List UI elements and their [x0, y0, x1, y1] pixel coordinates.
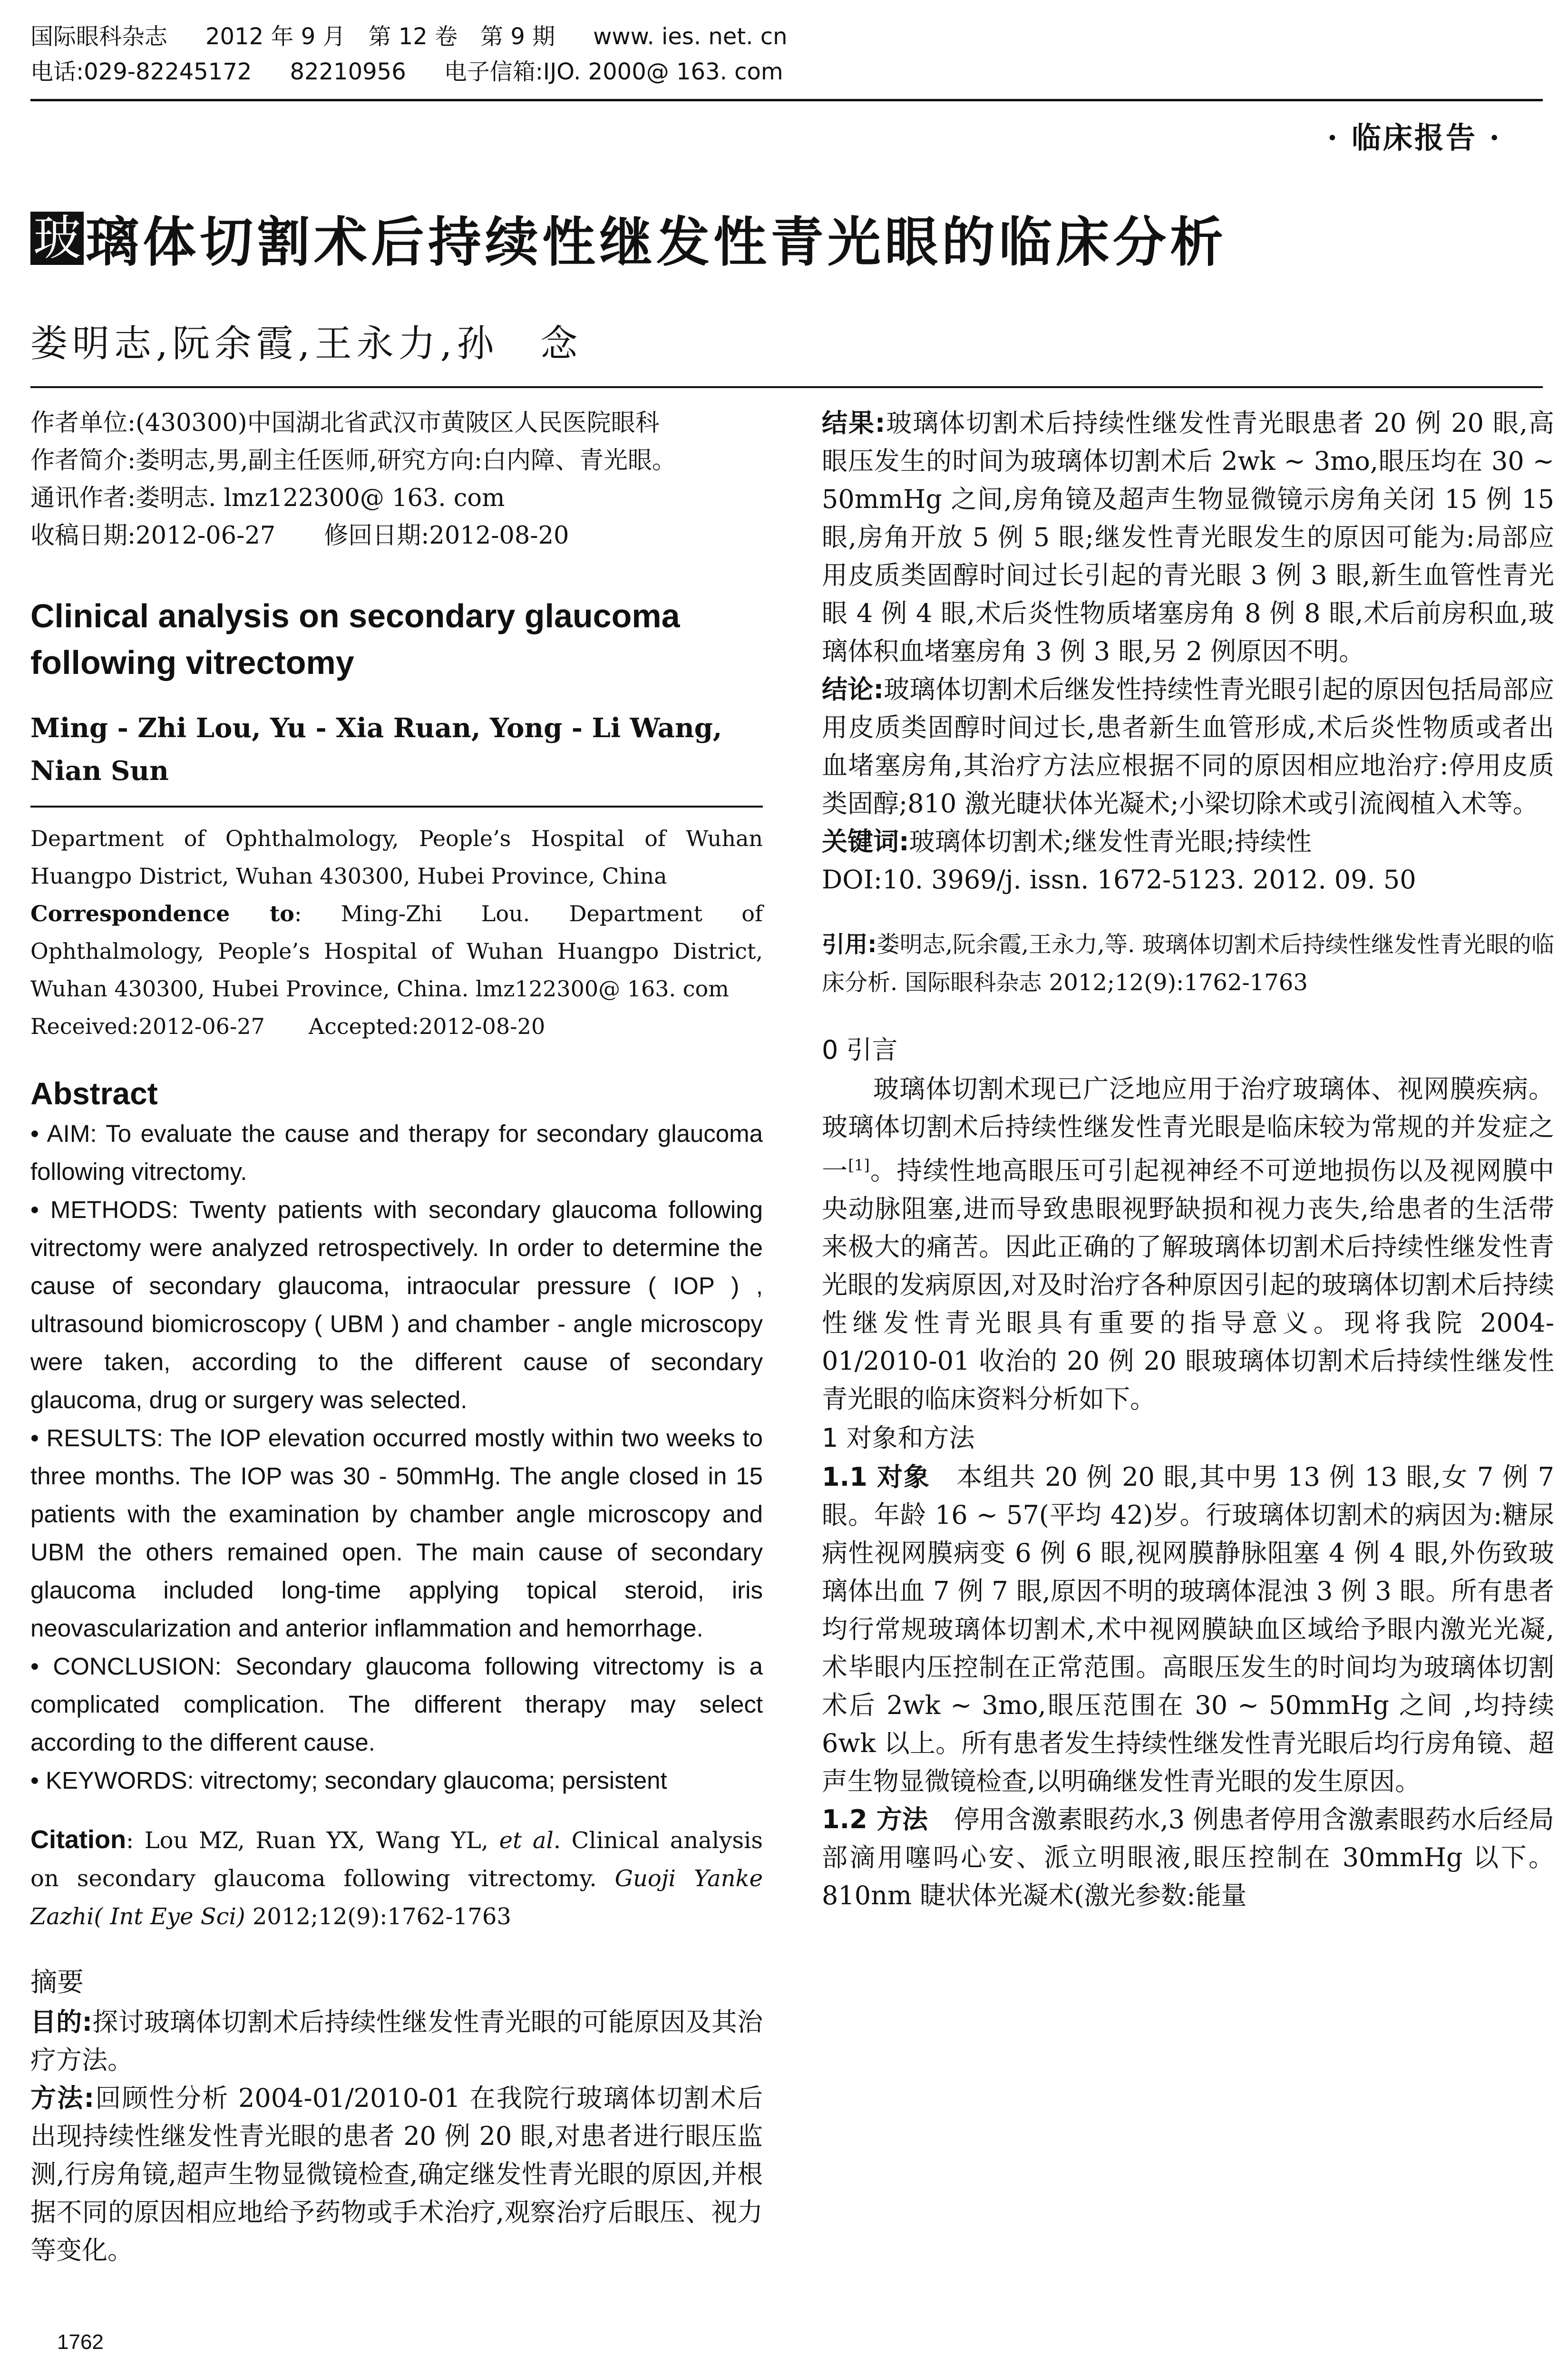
zh-conclusion-text: 玻璃体切割术后继发性持续性青光眼引起的原因包括局部应用皮质类固醇时间过长,患者新生血管形成,术后炎性物质或者出血堵塞房角,其治疗方法应根据不同的原因相应地治疗:停用皮质类固醇;810 激光睫状体光凝术;小梁切除术或引流阀植入术等。 — [822, 674, 1554, 818]
subjects-text: 本组共 20 例 20 眼,其中男 13 例 13 眼,女 7 例 7 眼。年龄 16 ~ 57(平均 42)岁。行玻璃体切割术的病因为:糖尿病性视网膜病变 6 例 6 眼,视网膜静脉阻塞 4 例 4 眼,外伤致玻璃体出血 7 例 7 眼,原因不明的玻璃体混浊 3 例 3 眼。所有患者均行常规玻璃体切割术,术中视网膜缺血区域给予眼内激光光凝,术毕眼内压控制在正常范围。高眼压发生的时间均为玻璃体切割术后 2wk ~ 3mo,眼压范围在 30 ~ 50mmHg 之间 ,均持续 6wk 以上。所有患者发生持续性继发性青光眼后均行房角镜、超声生物显微镜检查,以明确继发性青光眼的发生原因。 — [822, 1462, 1554, 1796]
journal-phone-2: 82210956 — [290, 58, 406, 85]
correspondence-label: Correspondence to — [30, 901, 294, 926]
english-authors: Ming - Zhi Lou, Yu - Xia Ruan, Yong - Li Wang, Nian Sun — [30, 712, 722, 787]
citation-text-2: . Clinical analysis on secondary glaucoma following vitrectomy. — [30, 1827, 763, 1892]
subjects-paragraph — [822, 1458, 1554, 1801]
intro-paragraph — [822, 1070, 1554, 1418]
zh-aim-label: 目的: — [30, 2007, 93, 2037]
abstract-methods: • METHODS: Twenty patients with secondary glaucoma following vitrectomy were analyzed retrospectively. In order to determine the cause of secondary glaucoma, intraocular pressure ( IOP ) , ultrasound biomicroscopy ( UBM ) and chamber - angle microscopy were taken, according to the different cause of secondary glaucoma, drug or surgery was selected. — [30, 1196, 763, 1413]
zh-abstract-heading: 摘要 — [30, 1967, 84, 1998]
subjects-label: 1.1 对象 — [822, 1462, 930, 1492]
abstract-aim: • AIM: To evaluate the cause and therapy for secondary glaucoma following vitrectomy. — [30, 1120, 763, 1185]
zh-methods-text: 回顾性分析 2004-01/2010-01 在我院行玻璃体切割术后出现持续性继发性青光眼的患者 20 例 20 眼,对患者进行眼压监测,行房角镜,超声生物显微镜检查,确定继发性青光眼的原因,并根据不同的原因相应地给予药物或手术治疗,观察治疗后眼压、视力等变化。 — [30, 2083, 763, 2265]
doi: DOI:10. 3969/j. issn. 1672-5123. 2012. 09. 50 — [822, 865, 1416, 895]
zh-results-text: 玻璃体切割术后持续性继发性青光眼患者 20 例 20 眼,高眼压发生的时间为玻璃体切割术后 2wk ~ 3mo,眼压均在 30 ~ 50mmHg 之间,房角镜及超声生物显微镜示房角关闭 15 例 15 眼,房角开放 5 例 5 眼;继发性青光眼发生的原因可能为:局部应用皮质类固醇时间过长引起的青光眼 3 例 3 眼,新生血管性青光眼 4 例 4 眼,术后炎性物质堵塞房角 8 例 8 眼,术后前房积血,玻璃体积血堵塞房角 3 例 3 眼,另 2 例原因不明。 — [822, 408, 1554, 666]
author-meta — [30, 404, 763, 555]
journal-email: 电子信箱:IJO. 2000@ 163. com — [444, 58, 783, 85]
article-title — [30, 200, 1227, 276]
title-initial: 玻 — [30, 212, 84, 265]
author-bio: 作者简介:娄明志,男,副主任医师,研究方向:白内障、青光眼。 — [30, 447, 677, 475]
abstract-results: • RESULTS: The IOP elevation occurred mostly within two weeks to three months. The IOP was 30 - 50mmHg. The angle closed in 15 patients with the examination by chamber angle microscopy and UBM the others remained open. The main cause of secondary glaucoma included long-time applying topical steroid, iris neovascularization and anterior inflammation and hemorrhage. — [30, 1424, 763, 1642]
citation-text-3: 2012;12(9):1762-1763 — [252, 1903, 511, 1930]
journal-name: 国际眼科杂志 — [30, 23, 168, 50]
corresponding-author: 通讯作者:娄明志. lmz122300@ 163. com — [30, 484, 505, 512]
title-text: 璃体切割术后持续性继发性青光眼的临床分析 — [86, 212, 1227, 273]
zh-keywords-text: 玻璃体切割术;继发性青光眼;持续性 — [909, 827, 1312, 857]
english-affiliation — [30, 820, 763, 1045]
methods-heading: 1 对象和方法 — [822, 1423, 975, 1453]
title-rule — [30, 386, 1543, 388]
citation-etal: et al — [499, 1827, 554, 1854]
citation-journal: Guoji Yanke Zazhi( Int Eye Sci) — [30, 1865, 763, 1930]
methods-text: 停用含激素眼药水,3 例患者停用含激素眼药水后经局部滴用噻吗心安、派立明眼液,眼压控制在 30mmHg 以下。810nm 睫状体光凝术(激光参数:能量 — [822, 1804, 1554, 1910]
intro-text-b: 。持续性地高眼压可引起视神经不可逆地损伤以及视网膜中央动脉阻塞,进而导致患眼视野缺损和视力丧失,给患者的生活带来极大的痛苦。因此正确的了解玻璃体切割术后持续性继发性青光眼的发病原因,对及时治疗各种原因引起的玻璃体切割术后持续性继发性青光眼具有重要的指导意义。现将我院 2004-01/2010-01 收治的 20 例 20 眼玻璃体切割术后持续性继发性青光眼的临床资料分析如下。 — [822, 1156, 1554, 1414]
authors-cn: 娄明志,阮余霞,王永力,孙 念 — [30, 322, 583, 365]
english-rule — [30, 806, 763, 808]
zh-methods-start — [30, 2079, 763, 2270]
left-column — [30, 404, 763, 2270]
zh-aim — [30, 2003, 763, 2079]
abstract-conclusion: • CONCLUSION: Secondary glaucoma following vitrectomy is a complicated complication. The different therapy may select according to the different cause. — [30, 1653, 763, 1756]
citation-text-1: : Lou MZ, Ruan YX, Wang YL, — [126, 1827, 489, 1854]
right-column — [822, 404, 1554, 1915]
correspondence-text: : Ming-Zhi Lou. Department of Ophthalmology, People’s Hospital of Wuhan Huangpo District, Wuhan 430300, Hubei Province, China. lmz122300@ 163. com — [30, 901, 763, 1002]
header-line-2 — [30, 54, 1543, 89]
zh-aim-text: 探讨玻璃体切割术后持续性继发性青光眼的可能原因及其治疗方法。 — [30, 2007, 763, 2075]
journal-phone: 电话:029-82245172 — [30, 58, 252, 85]
journal-header — [30, 19, 1543, 89]
header-rule — [30, 99, 1543, 101]
journal-website: www. ies. net. cn — [593, 23, 788, 50]
citation-label: Citation — [30, 1825, 126, 1854]
issue-info: 2012 年 9 月 第 12 卷 第 9 期 — [205, 23, 555, 50]
abstract-heading: Abstract — [30, 1076, 158, 1111]
affiliation-text: Department of Ophthalmology, People’s Hospital of Wuhan Huangpo District, Wuhan 430300, Hubei Province, China — [30, 826, 763, 889]
zh-keywords — [822, 823, 1554, 861]
received-dates: 收稿日期:2012-06-27 修回日期:2012-08-20 — [30, 522, 569, 550]
zh-conclusion-label: 结论: — [822, 674, 884, 704]
abstract-keywords: • KEYWORDS: vitrectomy; secondary glaucoma; persistent — [30, 1767, 667, 1794]
author-unit: 作者单位:(430300)中国湖北省武汉市黄陂区人民医院眼科 — [30, 409, 660, 437]
intro-ref: [1] — [848, 1156, 870, 1174]
zh-results-label: 结果: — [822, 408, 886, 438]
citation-zh — [822, 925, 1554, 1002]
intro-heading: 0 引言 — [822, 1035, 898, 1065]
section-tag: · 临床报告 · — [1327, 120, 1501, 155]
header-line-1 — [30, 19, 1543, 54]
zh-methods-label: 方法: — [30, 2083, 95, 2113]
citation-zh-label: 引用: — [822, 931, 877, 958]
methods-label: 1.2 方法 — [822, 1804, 928, 1834]
correspondence — [30, 895, 763, 1008]
received-accepted: Received:2012-06-27 Accepted:2012-08-20 — [30, 1013, 545, 1039]
zh-keywords-label: 关键词: — [822, 827, 909, 857]
intro-text-a: 玻璃体切割术现已广泛地应用于治疗玻璃体、视网膜疾病。玻璃体切割术后持续性继发性青光眼是临床较为常规的并发症之一 — [822, 1074, 1554, 1186]
page-number: 1762 — [57, 2330, 104, 2354]
methods-paragraph — [822, 1801, 1554, 1915]
citation-en — [30, 1821, 763, 1936]
citation-zh-text: 娄明志,阮余霞,王永力,等. 玻璃体切割术后持续性继发性青光眼的临床分析. 国际眼科杂志 2012;12(9):1762-1763 — [822, 931, 1554, 996]
zh-conclusion — [822, 671, 1554, 823]
english-title: Clinical analysis on secondary glaucoma following vitrectomy — [30, 597, 680, 681]
zh-results — [822, 404, 1554, 671]
